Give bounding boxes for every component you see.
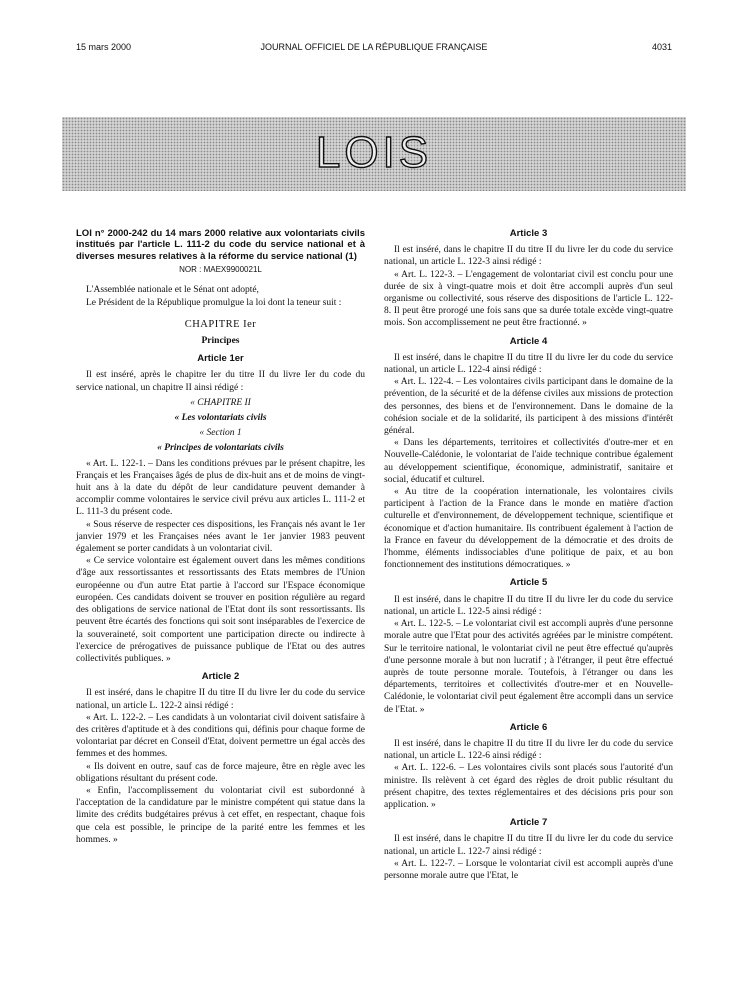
article-text: Il est inséré, dans le chapitre II du titre II du livre Ier du code du service national, un article L. 122-4 ainsi rédigé :	[384, 352, 673, 376]
quoted-chapter-heading: « CHAPITRE II	[190, 397, 251, 408]
intro-paragraph: L'Assemblée nationale et le Sénat ont adopté,	[86, 285, 259, 296]
left-column	[76, 228, 365, 846]
nor-reference: NOR : MAEX9900021L	[179, 265, 262, 275]
section-banner	[62, 117, 686, 191]
article-heading: Article 3	[509, 228, 548, 239]
page-header	[76, 42, 672, 56]
article-paragraph: « Art. L. 122-3. – L'engagement de volontariat civil est conclu pour une durée de six à vingt-quatre mois et doit être accompli auprès d'un seul organisme ou collectivité, sous réserve des dispositions de l'article L. 122-8. Il peut être prorogé une fois sans que sa durée totale excède vingt-quatre mois. Son accomplissement ne peut être fractionné. »	[384, 269, 673, 329]
quoted-section-title: « Principes de volontariats civils	[157, 443, 284, 454]
article-paragraph: « Dans les départements, territoires et collectivités d'outre-mer et en Nouvelle-Calédonie, le volontariat de l'aide technique contribue également au développement scientifique, économique, administratif, sanitaire et social, éducatif et culturel.	[384, 438, 673, 485]
article-paragraph: « Art. L. 122-1. – Dans les conditions prévues par le présent chapitre, les Français et les Françaises âgés de plus de dix-huit ans et de moins de vingt-huit ans à la date du dépôt de leur candidature peuvent demander à accomplir comme volontaires le service civil prévu aux articles L. 111-2 et L. 111-3 du présent code.	[76, 458, 365, 518]
article-text: Il est inséré, dans le chapitre II du titre II du livre Ier du code du service national, un article L. 122-3 ainsi rédigé :	[384, 245, 673, 268]
article-heading: Article 4	[509, 335, 548, 347]
article-paragraph: « Art. L. 122-5. – Le volontariat civil est accompli auprès d'une personne morale autre que l'Etat pour des activités agréées par le ministre compétent. Sur le territoire national, le volontariat civil ne peut être effectué qu'auprès d'une personne morale à but non lucratif ; à l'étranger, il peut être effectué auprès de toute personne morale. Toutefois, à l'étranger ou dans les départements, territoires et collectivités d'outre-mer et en Nouvelle-Calédonie, le volontariat civil peut également être accompli dans un service de l'Etat. »	[384, 619, 673, 715]
article-paragraph: « Sous réserve de respecter ces dispositions, les Français nés avant le 1er janvier 1979 et les Françaises nées avant le 1er janvier 1983 peuvent également se porter candidats à un volontariat civil.	[76, 519, 365, 555]
law-title: LOI n° 2000-242 du 14 mars 2000 relative aux volontariats civils institués par l'article L. 111-2 du code du service national et à diverses mesures relatives à la réforme du service national (1)	[76, 228, 365, 262]
header-journal-title: JOURNAL OFFICIEL DE LA RÉPUBLIQUE FRANÇAISE	[260, 42, 488, 52]
quoted-section-heading: « Section 1	[199, 428, 242, 439]
chapter-title: Principes	[201, 336, 240, 347]
article-heading: Article 2	[201, 671, 240, 683]
article-paragraph: « Ce service volontaire est également ouvert dans les mêmes conditions d'âge aux ressortissantes et ressortissants des Etats membres de l'Union européenne ou d'un autre Etat partie à l'accord sur l'Espace économique européen. Ces candidats doivent se trouver en position régulière au regard des obligations de service national de l'Etat dont ils sont ressortissants. Ils peuvent être écartés des fonctions qui soit sont inséparables de l'exercice de la souveraineté, soit comportent une participation directe ou indirecte à l'exercice de prérogatives de puissance publique de l'Etat ou des autres collectivités publiques. »	[76, 556, 365, 664]
article-text: Il est inséré, dans le chapitre II du titre II du livre Ier du code du service national, un article L. 122-2 ainsi rédigé :	[76, 688, 365, 711]
chapter-heading: CHAPITRE Ier	[184, 318, 257, 330]
right-column	[384, 228, 673, 882]
quoted-chapter-title: « Les volontariats civils	[174, 413, 267, 424]
article-paragraph: « Au titre de la coopération internationale, les volontaires civils participent à l'action de la France dans le monde en matière d'action culturelle et d'environnement, de développement technique, scientifique et économique et d'action humanitaire. Ils contribuent également à l'action de la France en faveur du développement de la démocratie et des droits de l'homme, éléments indissociables d'une politique de paix, et au bon fonctionnement des institutions démocratiques. »	[384, 487, 673, 571]
article-text: Il est inséré, dans le chapitre II du titre II du livre Ier du code du service national, un article L. 122-6 ainsi rédigé :	[384, 738, 673, 762]
article-paragraph: « Art. L. 122-2. – Les candidats à un volontariat civil doivent satisfaire à des critères d'aptitude et à des conditions qui, définis pour chaque forme de volontariat par décret en Conseil d'Etat, doivent permettre un égal accès des femmes et des hommes.	[76, 712, 365, 760]
article-heading: Article 7	[509, 817, 548, 829]
article-paragraph: « Art. L. 122-7. – Lorsque le volontariat civil est accompli auprès d'une personne morale autre que l'Etat, le	[384, 858, 673, 881]
article-text: Il est inséré, après le chapitre Ier du titre II du livre Ier du code du service national, un chapitre II ainsi rédigé :	[76, 370, 365, 393]
intro-paragraph: Le Président de la République promulgue la loi dont la teneur suit :	[86, 297, 342, 308]
section-banner-title: LOIS	[315, 128, 433, 177]
header-page-number: 4031	[651, 42, 672, 52]
header-date: 15 mars 2000	[76, 42, 132, 52]
article-paragraph: « Ils doivent en outre, sauf cas de force majeure, être en règle avec les obligations résultant du présent code.	[76, 761, 365, 784]
article-paragraph: « Art. L. 122-4. – Les volontaires civils participant dans le domaine de la prévention, de la sécurité et de la défense civiles aux missions de protection des personnes, des biens et de l'environnement. Dans le domaine de la cohésion sociale et de la solidarité, ils participent à des missions d'intérêt général.	[384, 377, 673, 437]
article-heading: Article 1er	[197, 353, 244, 365]
article-paragraph: « Art. L. 122-6. – Les volontaires civils sont placés sous l'autorité d'un ministre. Ils relèvent à cet égard des règles de droit public résultant du présent chapitre, des textes réglementaires et des décisions pris pour son application. »	[384, 763, 673, 810]
article-heading: Article 6	[509, 721, 548, 733]
article-text: Il est inséré, dans le chapitre II du titre II du livre Ier du code du service national, un article L. 122-5 ainsi rédigé :	[384, 594, 673, 617]
article-heading: Article 5	[509, 577, 548, 589]
article-paragraph: « Enfin, l'accomplissement du volontariat civil est subordonné à l'acceptation de la candidature par le ministre compétent qui statue dans la limite des crédits budgétaires prévus à cet effet, en respectant, chaque fois que cela est possible, le principe de la parité entre les femmes et les hommes. »	[76, 785, 365, 845]
article-text: Il est inséré, dans le chapitre II du titre II du livre Ier du code du service national, un article L. 122-7 ainsi rédigé :	[384, 834, 673, 857]
